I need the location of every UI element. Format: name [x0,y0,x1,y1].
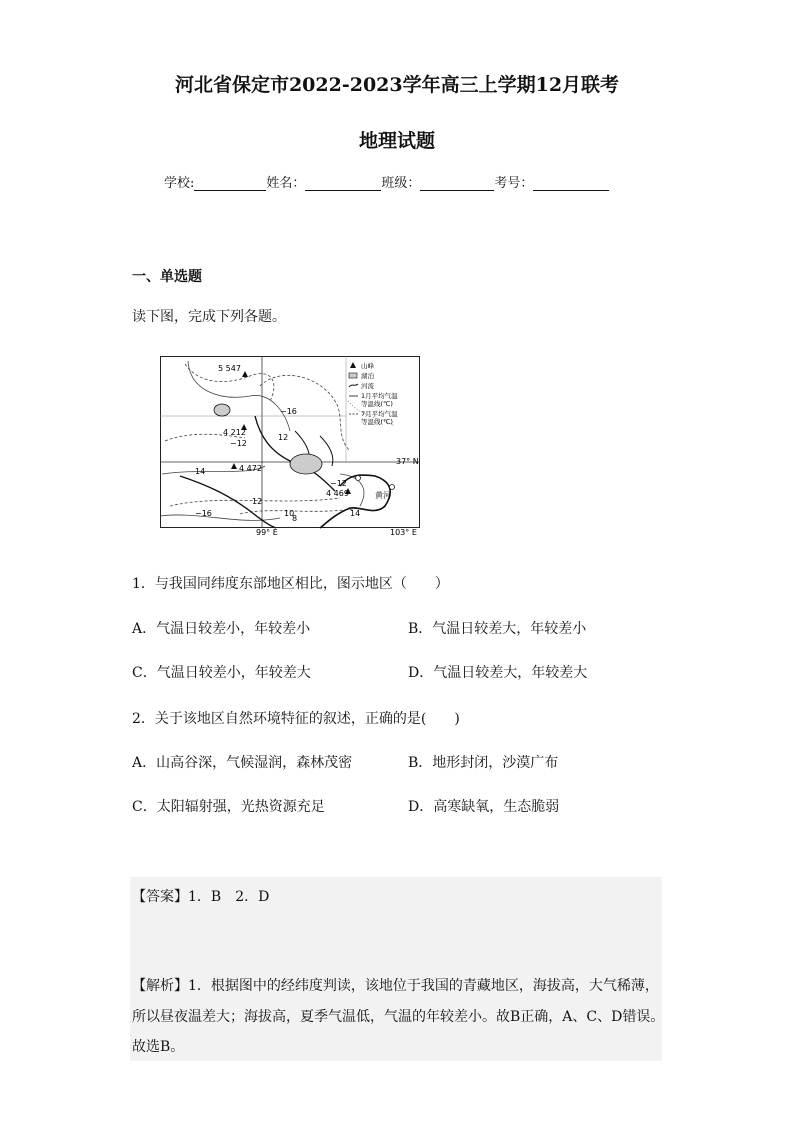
small-lake [214,404,230,416]
svg-text:−12: −12 [230,439,247,448]
name-field[interactable] [305,177,381,191]
svg-text:湖泊: 湖泊 [361,372,374,380]
q2-option-b[interactable]: B．地形封闭，沙漠广布 [408,755,559,771]
document-title: 河北省保定市2022-2023学年高三上学期12月联考 [174,74,620,96]
q2-option-a[interactable]: A．山高谷深，气候湿润，森林茂密 [132,755,353,771]
svg-text:14: 14 [195,467,206,476]
student-info-row [164,172,609,191]
svg-text:7月平均气温: 7月平均气温 [361,410,398,418]
svg-text:10: 10 [284,509,295,518]
latitude-label: 37° N [396,457,419,466]
analysis-line-3: 故选B。 [132,1039,185,1055]
longitude-label-1: 99° E [256,528,278,536]
exam-no-field[interactable] [533,177,609,191]
question-1-stem: 1．与我国同纬度东部地区相比，图示地区（ ） [132,576,449,592]
q2-option-d[interactable]: D．高寒缺氧，生态脆弱 [408,799,560,815]
lake-icon [349,373,357,378]
question-2-stem: 2．关于该地区自然环境特征的叙述，正确的是( ) [132,711,460,727]
peak-label-4: 4 469 [326,489,349,498]
analysis-line-1: 【解析】1．根据图中的经纬度判读，该地位于我国的青藏地区，海拔高，大气稀薄， [132,978,659,994]
peak-label-2: 4 212 [223,428,246,437]
svg-text:8: 8 [292,514,298,523]
q1-option-c[interactable]: C．气温日较差小，年较差大 [132,665,311,681]
svg-text:等温线(℃): 等温线(℃) [361,418,393,426]
svg-text:−16: −16 [195,509,212,518]
longitude-label-2: 103° E [390,528,417,536]
answer-line: 【答案】1．B 2．D [132,889,270,905]
q1-option-a[interactable]: A．气温日较差小，年较差小 [132,621,311,637]
regional-map [160,356,420,536]
svg-text:1月平均气温: 1月平均气温 [361,392,398,400]
school-label: 学校: [164,176,195,191]
class-label: 班级： [381,176,421,191]
peak-label-1: 5 547 [218,364,241,373]
large-lake [290,454,322,474]
svg-text:−16: −16 [280,407,297,416]
q2-option-c[interactable]: C．太阳辐射强，光热资源充足 [132,799,325,815]
peak-label-3: 4 472 [239,464,262,473]
exam-no-label: 考号： [494,176,534,191]
svg-text:等温线(℃): 等温线(℃) [361,400,393,408]
instruction-text: 读下图，完成下列各题。 [132,309,286,325]
analysis-line-2: 所以昼夜温差大；海拔高，夏季气温低，气温的年较差小。故B正确，A、C、D错误。 [132,1009,665,1025]
svg-text:12: 12 [252,497,263,506]
class-field[interactable] [420,177,494,191]
svg-text:−12: −12 [330,479,347,488]
svg-text:12: 12 [278,433,289,442]
svg-text:山峰: 山峰 [361,362,374,370]
svg-text:河流: 河流 [361,382,374,390]
document-subtitle: 地理试题 [358,130,435,152]
q1-option-d[interactable]: D．气温日较差大，年较差大 [408,665,588,681]
school-field[interactable] [194,177,266,191]
svg-text:14: 14 [350,509,361,518]
name-label: 姓名： [266,176,306,191]
river-label: 黄河 [375,491,391,500]
section-title: 一、单选题 [132,269,202,285]
q1-option-b[interactable]: B．气温日较差大，年较差小 [408,621,587,637]
